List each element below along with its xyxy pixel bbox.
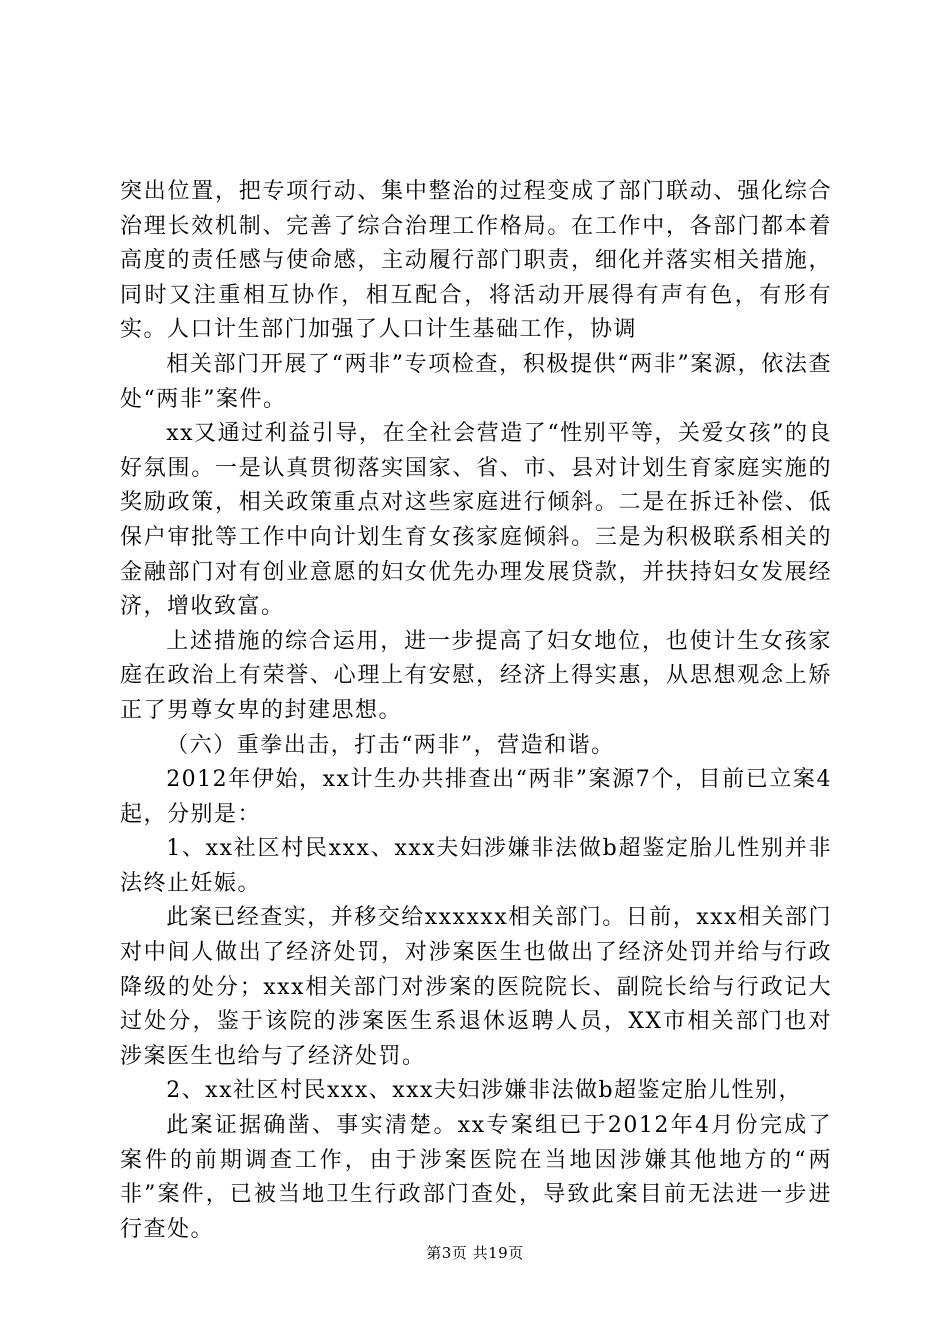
page-footer (0, 1242, 950, 1263)
document-body (120, 175, 832, 1247)
paragraph-2: 相关部门开展了“两非”专项检查，积极提供“两非”案源，依法查处“两非”案件。 (120, 351, 832, 412)
case-1-detail: 此案已经查实，并移交给xxxxxx相关部门。日前，xxx相关部门对中间人做出了经济处罚，对涉案医生也做出了经济处罚并给与行政降级的处分；xxx相关部门对涉案的医院院长、副院长给与行政记大过处分，鉴于该院的涉案医生系退休返聘人员，XX市相关部门也对涉案医生也给与了经济处罚。 (120, 905, 832, 1069)
section-heading-6: （六）重拳出击，打击“两非”，营造和谐。 (166, 732, 615, 758)
paragraph-6: 2012年伊始，xx计生办共排查出“两非”案源7个，目前已立案4起，分别是： (120, 767, 832, 827)
page-number: 第3页 共19页 (426, 1244, 524, 1262)
case-1-title: 1、xx社区村民xxx、xxx夫妇涉嫌非法做b超鉴定胎儿性别并非法终止妊娠。 (120, 836, 832, 896)
case-2-detail: 此案证据确凿、事实清楚。xx专案组已于2012年4月份完成了案件的前期调查工作，由于涉案医院在当地因涉嫌其他地方的“两非”案件，已被当地卫生行政部门查处，导致此案目前无法进一步进行查处。 (120, 1113, 832, 1242)
case-2-title: 2、xx社区村民xxx、xxx夫妇涉嫌非法做b超鉴定胎儿性别， (166, 1078, 803, 1104)
paragraph-4: 上述措施的综合运用，进一步提高了妇女地位，也使计生女孩家庭在政治上有荣誉、心理上有安慰，经济上得实惠，从思想观念上矫正了男尊女卑的封建思想。 (120, 628, 832, 723)
paragraph-3: xx又通过利益引导，在全社会营造了“性别平等，关爱女孩”的良好氛围。一是认真贯彻落实国家、省、市、县对计划生育家庭实施的奖励政策，相关政策重点对这些家庭进行倾斜。二是在拆迁补偿、低保户审批等工作中向计划生育女孩家庭倾斜。三是为积极联系相关的金融部门对有创业意愿的妇女优先办理发展贷款，并扶持妇女发展经济，增收致富。 (120, 421, 832, 620)
paragraph-1: 突出位置，把专项行动、集中整治的过程变成了部门联动、强化综合治理长效机制、完善了综合治理工作格局。在工作中，各部门都本着高度的责任感与使命感，主动履行部门职责，细化并落实相关措施，同时又注重相互协作，相互配合，将活动开展得有声有色，有形有实。人口计生部门加强了人口计生基础工作，协调 (120, 179, 832, 343)
